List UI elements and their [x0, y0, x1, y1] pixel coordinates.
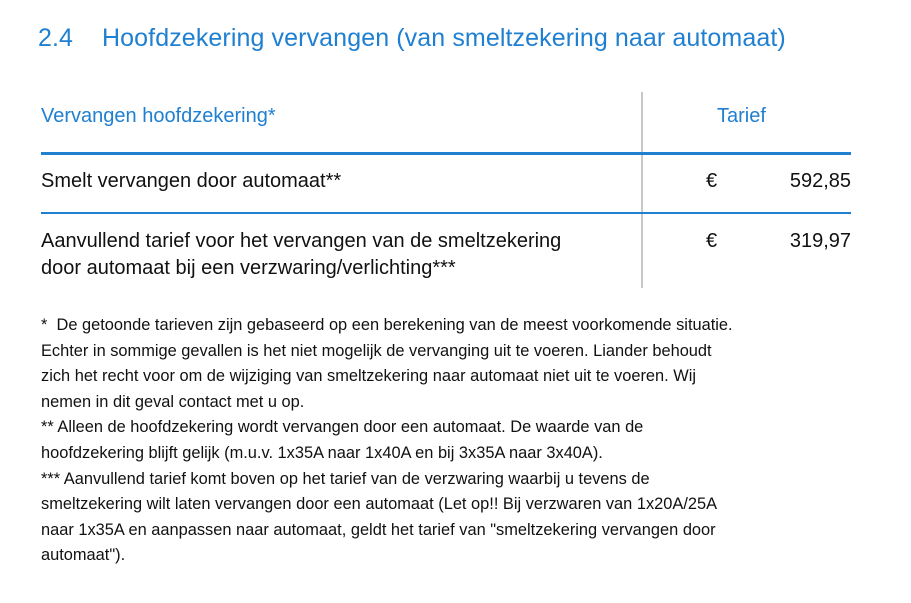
- footnote-line: zich het recht voor om de wijziging van smeltzekering naar automaat niet uit te voeren. Wij: [41, 367, 697, 386]
- column-divider: [641, 92, 643, 288]
- row-2-currency: €: [706, 230, 718, 252]
- row-divider: [41, 212, 851, 214]
- row-2-description: [41, 228, 561, 282]
- footnote-line: hoofdzekering blijft gelijk (m.u.v. 1x35A naar 1x40A en bij 3x35A naar 3x40A).: [41, 443, 603, 462]
- footnote-line: *** Aanvullend tarief komt boven op het tarief van de verzwaring waarbij u tevens de: [41, 469, 650, 488]
- footnote-line: naar 1x35A en aanpassen naar automaat, geldt het tarief van "smeltzekering vervangen door: [41, 520, 716, 539]
- row-2-description-line-2: door automaat bij een verzwaring/verlichting***: [41, 257, 456, 279]
- footnote-line: automaat").: [41, 546, 126, 565]
- footnote-line: ** Alleen de hoofdzekering wordt vervangen door een automaat. De waarde van de: [41, 418, 644, 437]
- row-1-currency: €: [706, 170, 718, 192]
- row-2-description-line-1: Aanvullend tarief voor het vervangen van de smeltzekering: [41, 230, 562, 252]
- footnotes: [41, 313, 871, 569]
- tariff-table: [41, 92, 851, 288]
- footnote-line: Echter in sommige gevallen is het niet mogelijk de vervanging uit te voeren. Liander behoudt: [41, 341, 712, 360]
- row-1-amount: 592,85: [789, 170, 851, 192]
- section-title: Hoofdzekering vervangen (van smeltzekering naar automaat): [102, 24, 786, 52]
- section-heading: [38, 24, 786, 53]
- footnote-line: smeltzekering wilt laten vervangen door een automaat (Let op!! Bij verzwaren van 1x20A/25A: [41, 495, 718, 514]
- row-1-description: Smelt vervangen door automaat**: [41, 170, 342, 192]
- footnote-line: nemen in dit geval contact met u op.: [41, 392, 305, 411]
- row-2-amount: 319,97: [789, 230, 851, 252]
- footnote-line: * De getoonde tarieven zijn gebaseerd op een berekening van de meest voorkomende situatie.: [41, 316, 733, 334]
- table-header-tariff: Tarief: [717, 105, 766, 127]
- header-rule: [41, 152, 851, 155]
- section-number: 2.4: [38, 24, 74, 52]
- table-header-description: Vervangen hoofdzekering*: [41, 105, 276, 127]
